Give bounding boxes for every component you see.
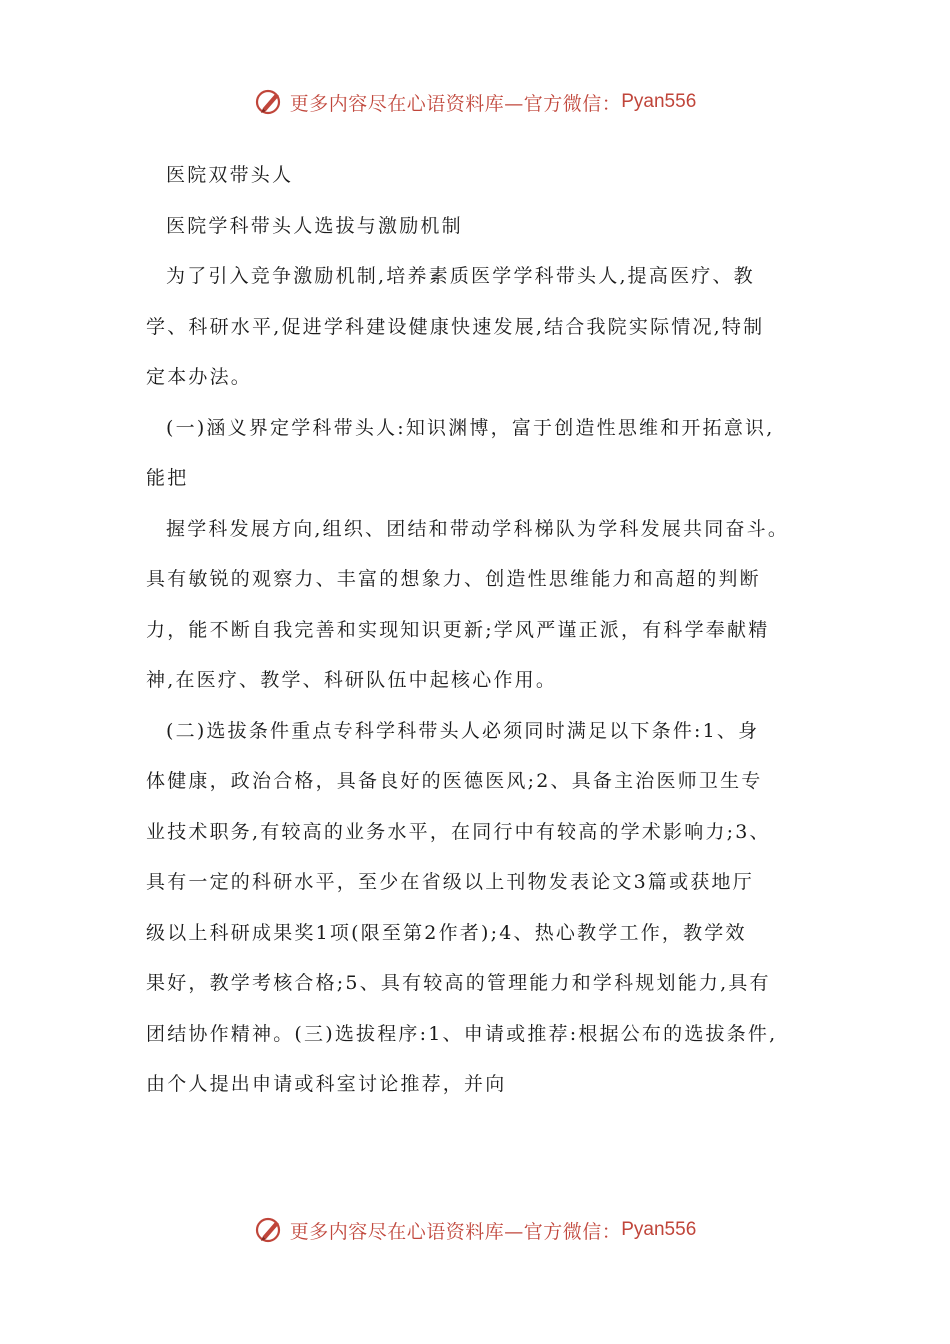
paragraph-line: 为了引入竞争激励机制,培养素质医学学科带头人,提高医疗、教: [166, 265, 755, 287]
header-banner-id: Pyan556: [621, 91, 697, 112]
pen-logo-icon: [254, 87, 284, 117]
header-banner: [0, 82, 950, 122]
footer-banner-id: Pyan556: [621, 1219, 697, 1240]
header-banner-text: 更多内容尽在心语资料库—官方微信：: [289, 92, 622, 115]
paragraph-line: 定本办法。: [146, 366, 253, 388]
footer-banner-text: 更多内容尽在心语资料库—官方微信：: [289, 1220, 622, 1243]
paragraph-line: 业技术职务,有较高的业务水平，在同行中有较高的学术影响力;3、: [146, 820, 771, 843]
paragraph-line: 力，能不断自我完善和实现知识更新;学风严谨正派，有科学奉献精: [146, 618, 770, 641]
doc-subtitle: 医院学科带头人选拔与激励机制: [166, 214, 463, 237]
paragraph-line: 神,在医疗、教学、科研队伍中起核心作用。: [146, 669, 558, 691]
paragraph-line: 果好，教学考核合格;5、具有较高的管理能力和学科规划能力,具有: [146, 972, 771, 994]
doc-title: 医院双带头人: [166, 164, 294, 186]
paragraph-line: (一)涵义界定学科带头人:知识渊博，富于创造性思维和开拓意识,: [166, 416, 775, 439]
paragraph-line: 握学科发展方向,组织、团结和带动学科梯队为学科发展共同奋斗。: [166, 517, 790, 540]
paragraph-line: 体健康，政治合格，具备良好的医德医风;2、具备主治医师卫生专: [146, 770, 763, 792]
paragraph-line: 能把: [146, 467, 189, 489]
paragraph-line: 具有敏锐的观察力、丰富的想象力、创造性思维能力和高超的判断: [146, 568, 761, 590]
footer-banner: [0, 1210, 950, 1250]
paragraph-line: 团结协作精神。(三)选拔程序:1、申请或推荐:根据公布的选拔条件,: [146, 1022, 778, 1045]
paragraph-line: 具有一定的科研水平，至少在省级以上刊物发表论文3篇或获地厅: [146, 871, 754, 893]
paragraph-line: 级以上科研成果奖1项(限至第2作者);4、热心教学工作，教学效: [146, 921, 747, 944]
document-body: [146, 150, 816, 1110]
paragraph-line: 学、科研水平,促进学科建设健康快速发展,结合我院实际情况,特制: [146, 315, 765, 338]
paragraph-line: (二)选拔条件重点专科学科带头人必须同时满足以下条件:1、身: [166, 719, 760, 742]
paragraph-line: 由个人提出申请或科室讨论推荐，并向: [146, 1073, 507, 1095]
pen-logo-icon: [254, 1215, 284, 1245]
